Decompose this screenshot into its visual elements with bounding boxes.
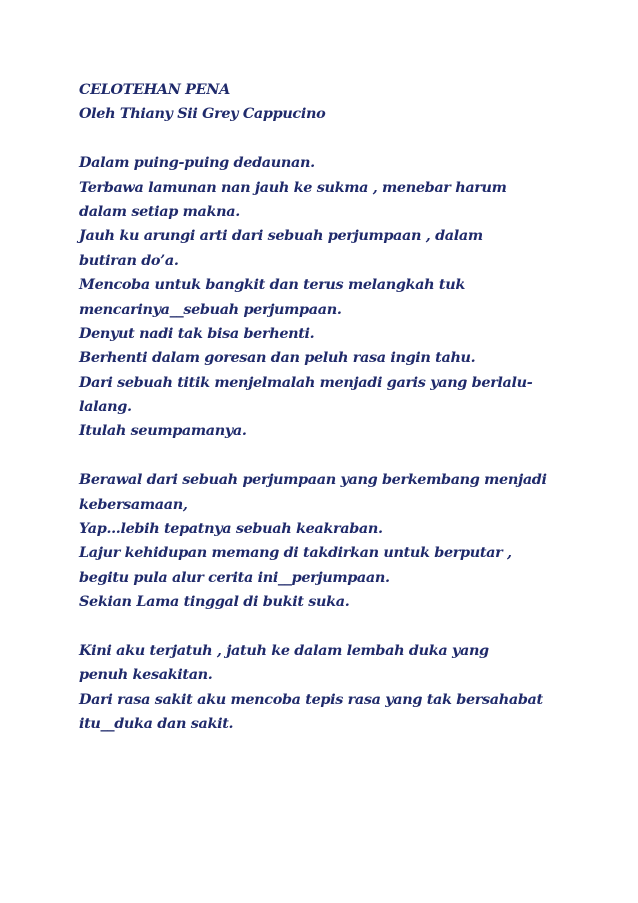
poem-line: Dari sebuah titik menjelmalah menjadi garis yang berlalu- (79, 373, 533, 391)
poem-line: penuh kesakitan. (79, 666, 213, 684)
poem-line: begitu pula alur cerita ini__perjumpaan. (79, 568, 390, 586)
poem-line: Jauh ku arungi arti dari sebuah perjumpaan , dalam (79, 227, 483, 245)
poem-title: CELOTEHAN PENA (79, 81, 230, 98)
poem-line: kebersamaan, (79, 495, 188, 513)
poem-line: Berawal dari sebuah perjumpaan yang berkembang menjadi (79, 471, 547, 489)
stanza-gap (79, 127, 579, 151)
poem-line: Itulah seumpamanya. (79, 422, 247, 440)
stanza-gap (79, 444, 579, 468)
poem-line: mencarinya__sebuah perjumpaan. (79, 300, 342, 318)
stanza-2 (79, 468, 579, 614)
poem-line: butiran do’a. (79, 251, 179, 269)
stanza-3 (79, 639, 579, 737)
poem-line: Denyut nadi tak bisa berhenti. (79, 324, 315, 342)
stanza-gap (79, 615, 579, 639)
poem-line: itu__duka dan sakit. (79, 715, 234, 733)
poem-line: Dalam puing-puing dedaunan. (79, 154, 315, 172)
poem-text (79, 78, 579, 737)
poem-line: Dari rasa sakit aku mencoba tepis rasa yang tak bersahabat (79, 690, 543, 708)
stanza-1 (79, 151, 579, 444)
poem-line: Berhenti dalam goresan dan peluh rasa ingin tahu. (79, 349, 476, 367)
poem-line: Kini aku terjatuh , jatuh ke dalam lembah duka yang (79, 641, 489, 659)
poem-line: Yap...lebih tepatnya sebuah keakraban. (79, 520, 383, 538)
poem-line: lalang. (79, 398, 132, 416)
poem-line: Mencoba untuk bangkit dan terus melangkah tuk (79, 276, 465, 294)
poem-line: Sekian Lama tinggal di bukit suka. (79, 593, 350, 611)
poem-line: Terbawa lamunan nan jauh ke sukma , menebar harum (79, 178, 507, 196)
poem-byline: Oleh Thiany Sii Grey Cappucino (79, 105, 326, 123)
poem-line: dalam setiap makna. (79, 202, 240, 220)
poem-line: Lajur kehidupan memang di takdirkan untuk berputar , (79, 544, 512, 562)
